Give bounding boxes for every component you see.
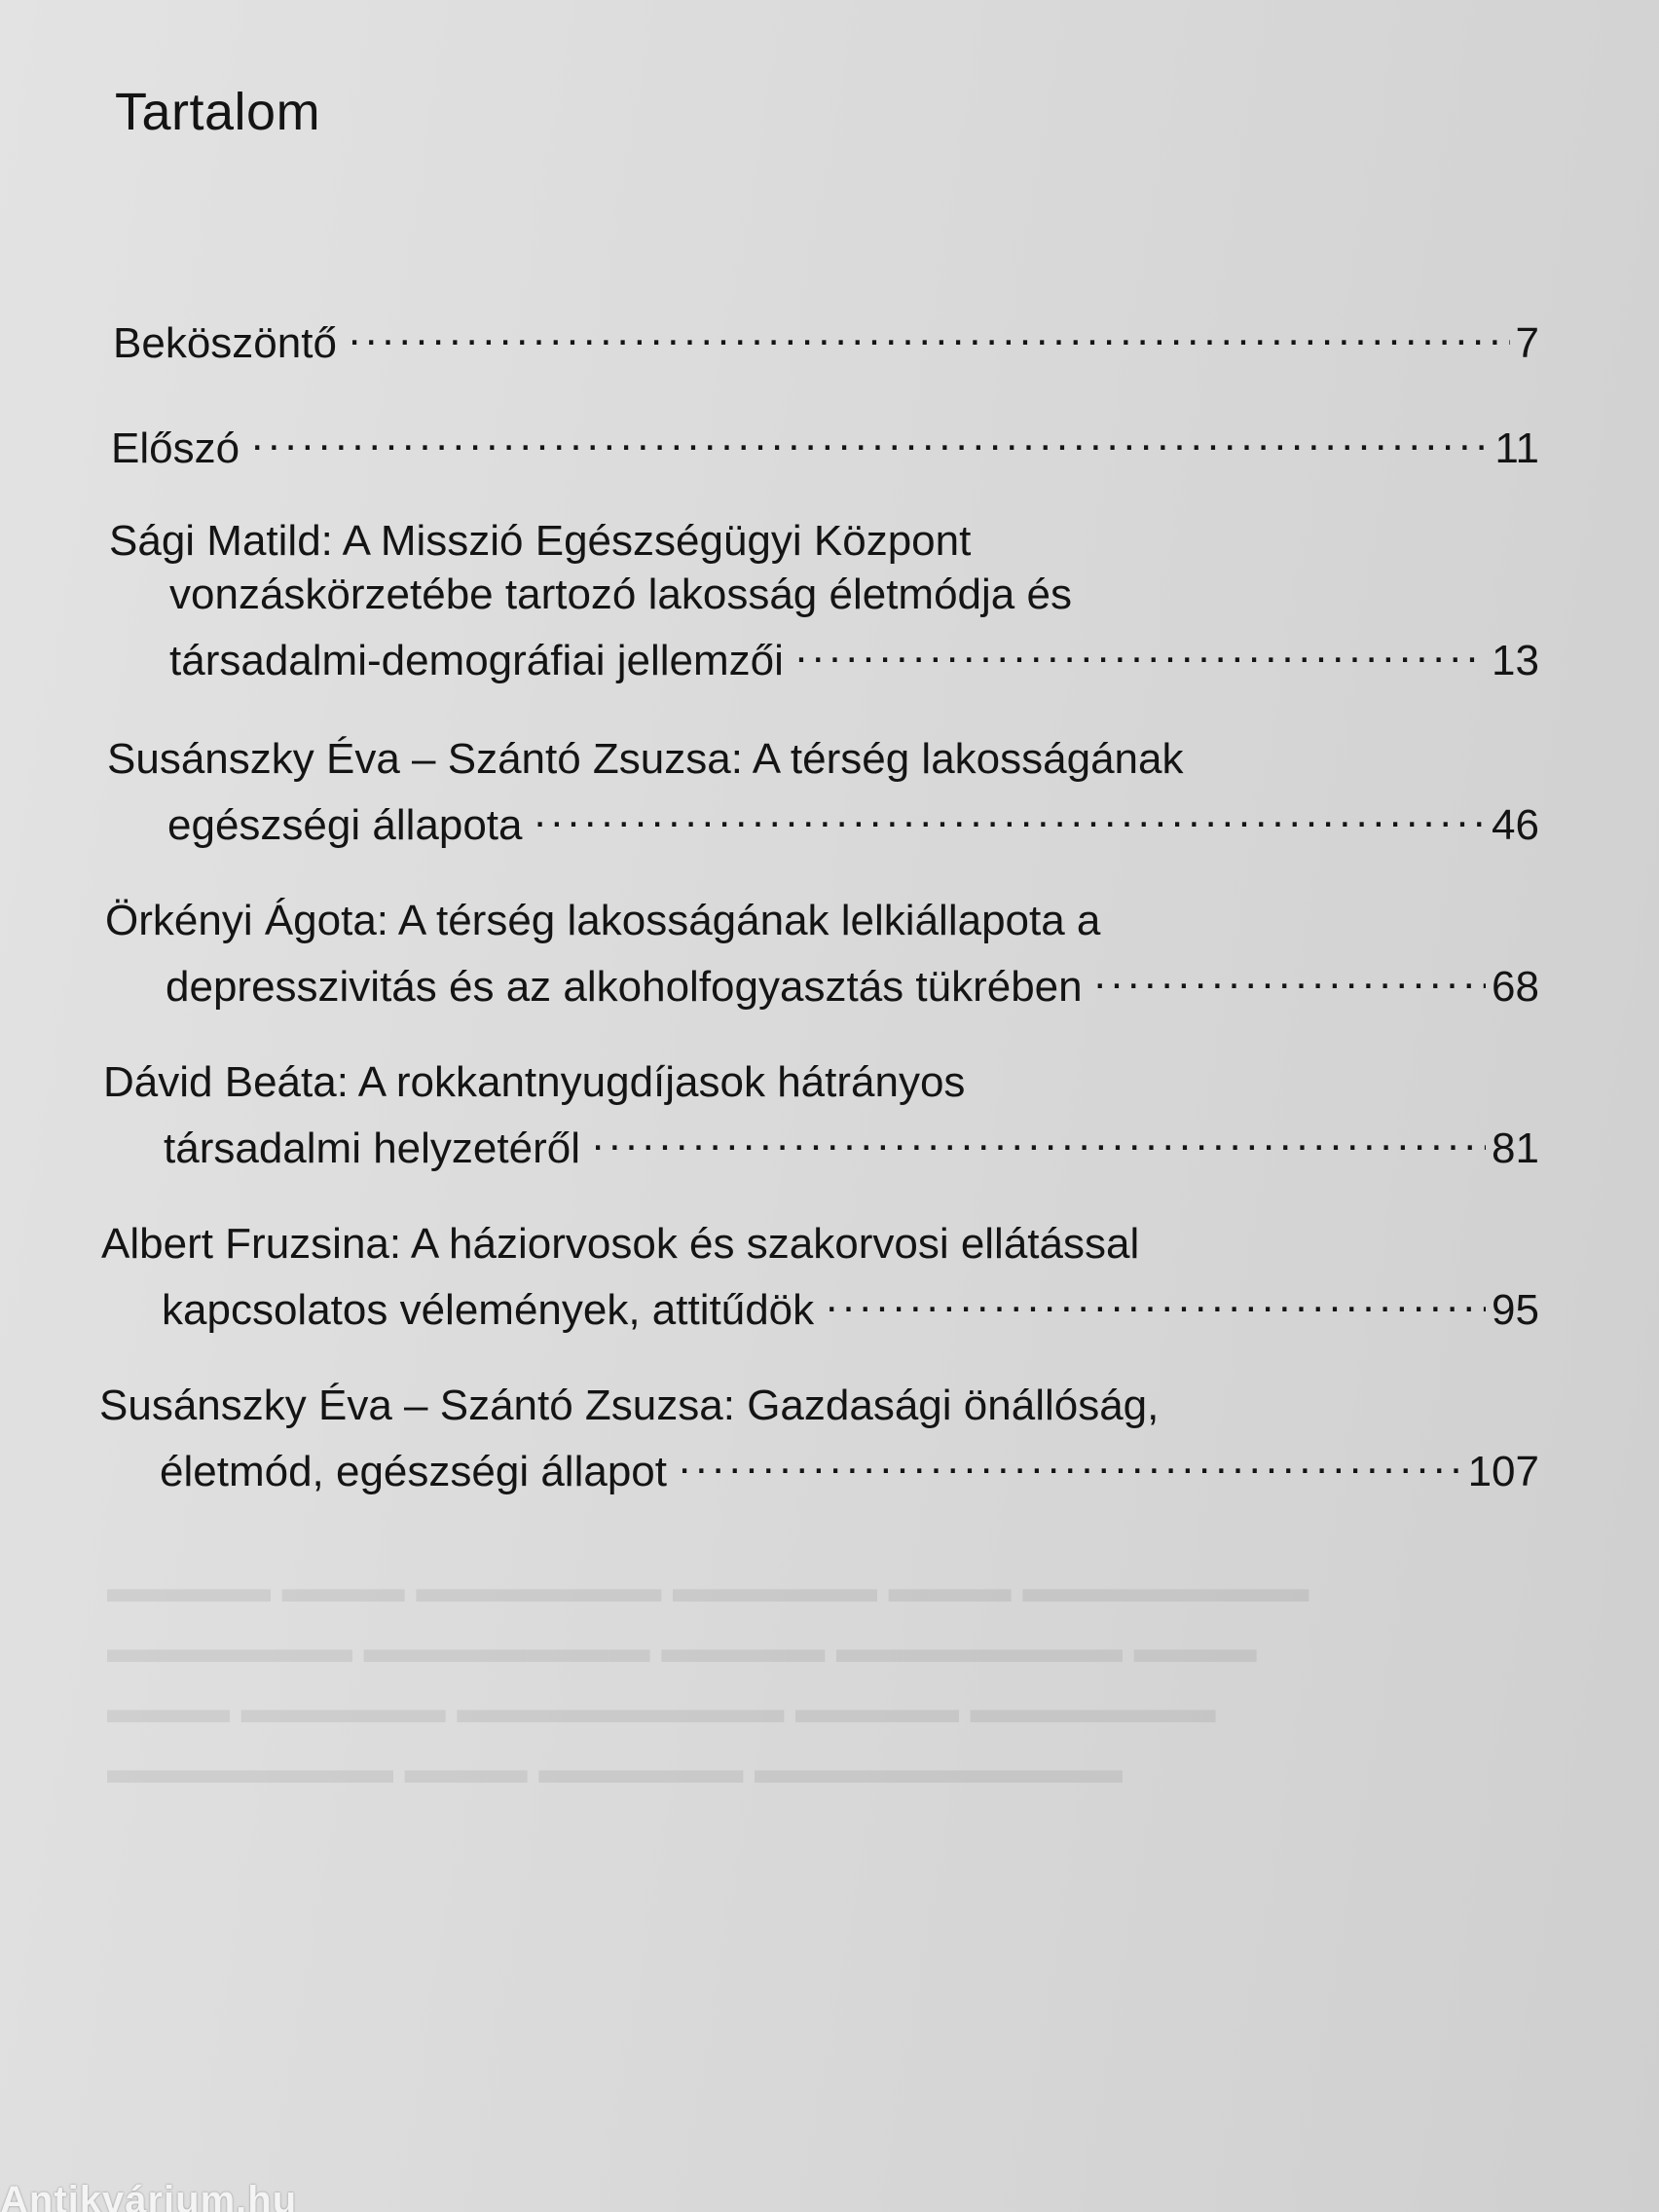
leader-dots bbox=[826, 1271, 1486, 1324]
toc-page-number: 13 bbox=[1492, 637, 1539, 684]
toc-entry-title-cont: társadalmi helyzetéről bbox=[164, 1124, 580, 1172]
toc-entry bbox=[113, 304, 1539, 370]
leader-dots bbox=[349, 304, 1510, 357]
bleed-through-text: ▬▬▬▬ ▬▬▬ ▬▬▬▬▬▬ ▬▬▬▬▬ ▬▬▬ ▬▬▬▬▬▬▬ ▬▬▬▬▬▬ ▬▬▬▬▬▬▬ ▬▬▬▬ ▬▬▬▬▬▬▬ ▬▬▬ ▬▬▬ ▬▬▬▬▬ ▬▬▬▬▬▬▬▬ ▬▬▬▬ ▬▬▬▬▬▬ ▬▬▬▬▬▬▬ ▬▬▬ ▬▬▬▬▬ ▬▬▬▬▬▬▬▬▬ bbox=[107, 1565, 1309, 1791]
toc-entry-line bbox=[103, 1109, 1539, 1175]
toc-entry-line bbox=[113, 304, 1539, 370]
toc-entry-title-cont: társadalmi-demográfiai jellemzői bbox=[169, 637, 784, 684]
toc-entry-line bbox=[101, 1217, 1539, 1271]
toc-entry-title-cont: egészségi állapota bbox=[167, 801, 523, 849]
leader-dots bbox=[679, 1432, 1462, 1486]
toc-entry bbox=[111, 409, 1539, 475]
toc-entry-line bbox=[109, 568, 1539, 621]
toc-entry-line bbox=[109, 621, 1539, 687]
toc-entry-title: Dávid Beáta: A rokkantnyugdíjasok hátrányos bbox=[103, 1058, 966, 1106]
page-title: Tartalom bbox=[115, 83, 321, 141]
toc-entry-title-cont: vonzáskörzetébe tartozó lakosság életmódja és bbox=[169, 571, 1072, 618]
toc-entry-line bbox=[101, 1271, 1539, 1337]
toc-entry-title: Beköszöntő bbox=[113, 319, 337, 367]
toc-entry bbox=[109, 514, 1539, 687]
toc-entry-line bbox=[105, 947, 1539, 1014]
toc-entry-line bbox=[105, 894, 1539, 947]
toc-entry bbox=[101, 1217, 1539, 1337]
leader-dots bbox=[1094, 947, 1486, 1001]
toc-page-number: 107 bbox=[1467, 1448, 1539, 1495]
toc-entry-title: Sági Matild: A Misszió Egészségügyi Központ bbox=[109, 517, 972, 565]
toc-entry-line bbox=[107, 786, 1539, 852]
toc-entry-line bbox=[107, 732, 1539, 786]
toc-page-number: 81 bbox=[1492, 1124, 1539, 1172]
toc-entry-title-cont: depresszivitás és az alkoholfogyasztás tükrében bbox=[166, 963, 1083, 1011]
watermark-text: Antikvárium.hu bbox=[0, 2179, 298, 2212]
toc-page-number: 95 bbox=[1492, 1286, 1539, 1334]
toc-entry-line bbox=[109, 514, 1539, 568]
toc-entry-line bbox=[111, 409, 1539, 475]
toc-entry bbox=[103, 1055, 1539, 1175]
toc-entry-line bbox=[103, 1055, 1539, 1109]
leader-dots bbox=[251, 409, 1489, 462]
toc-entry-title: Susánszky Éva – Szántó Zsuzsa: A térség lakosságának bbox=[107, 735, 1184, 783]
leader-dots bbox=[592, 1109, 1486, 1162]
toc-page-number: 11 bbox=[1494, 424, 1539, 472]
toc-page-number: 7 bbox=[1515, 319, 1539, 367]
toc-entry-title: Susánszky Éva – Szántó Zsuzsa: Gazdasági önállóság, bbox=[99, 1382, 1160, 1429]
toc-page-number: 68 bbox=[1492, 963, 1539, 1011]
toc-entry-title: Albert Fruzsina: A háziorvosok és szakorvosi ellátással bbox=[101, 1220, 1140, 1268]
leader-dots bbox=[795, 621, 1486, 675]
toc-entry bbox=[99, 1379, 1539, 1498]
toc-entry bbox=[105, 894, 1539, 1014]
toc-entry-title-cont: kapcsolatos vélemények, attitűdök bbox=[162, 1286, 815, 1334]
toc-entry-title: Örkényi Ágota: A térség lakosságának lelkiállapota a bbox=[105, 897, 1101, 944]
toc-entry-title-cont: életmód, egészségi állapot bbox=[160, 1448, 667, 1495]
toc-page-number: 46 bbox=[1492, 801, 1539, 849]
leader-dots bbox=[534, 786, 1486, 839]
toc-entry-title: Előszó bbox=[111, 424, 240, 472]
toc-entry-line bbox=[99, 1379, 1539, 1432]
toc-entry-line bbox=[99, 1432, 1539, 1498]
toc-entry bbox=[107, 732, 1539, 852]
